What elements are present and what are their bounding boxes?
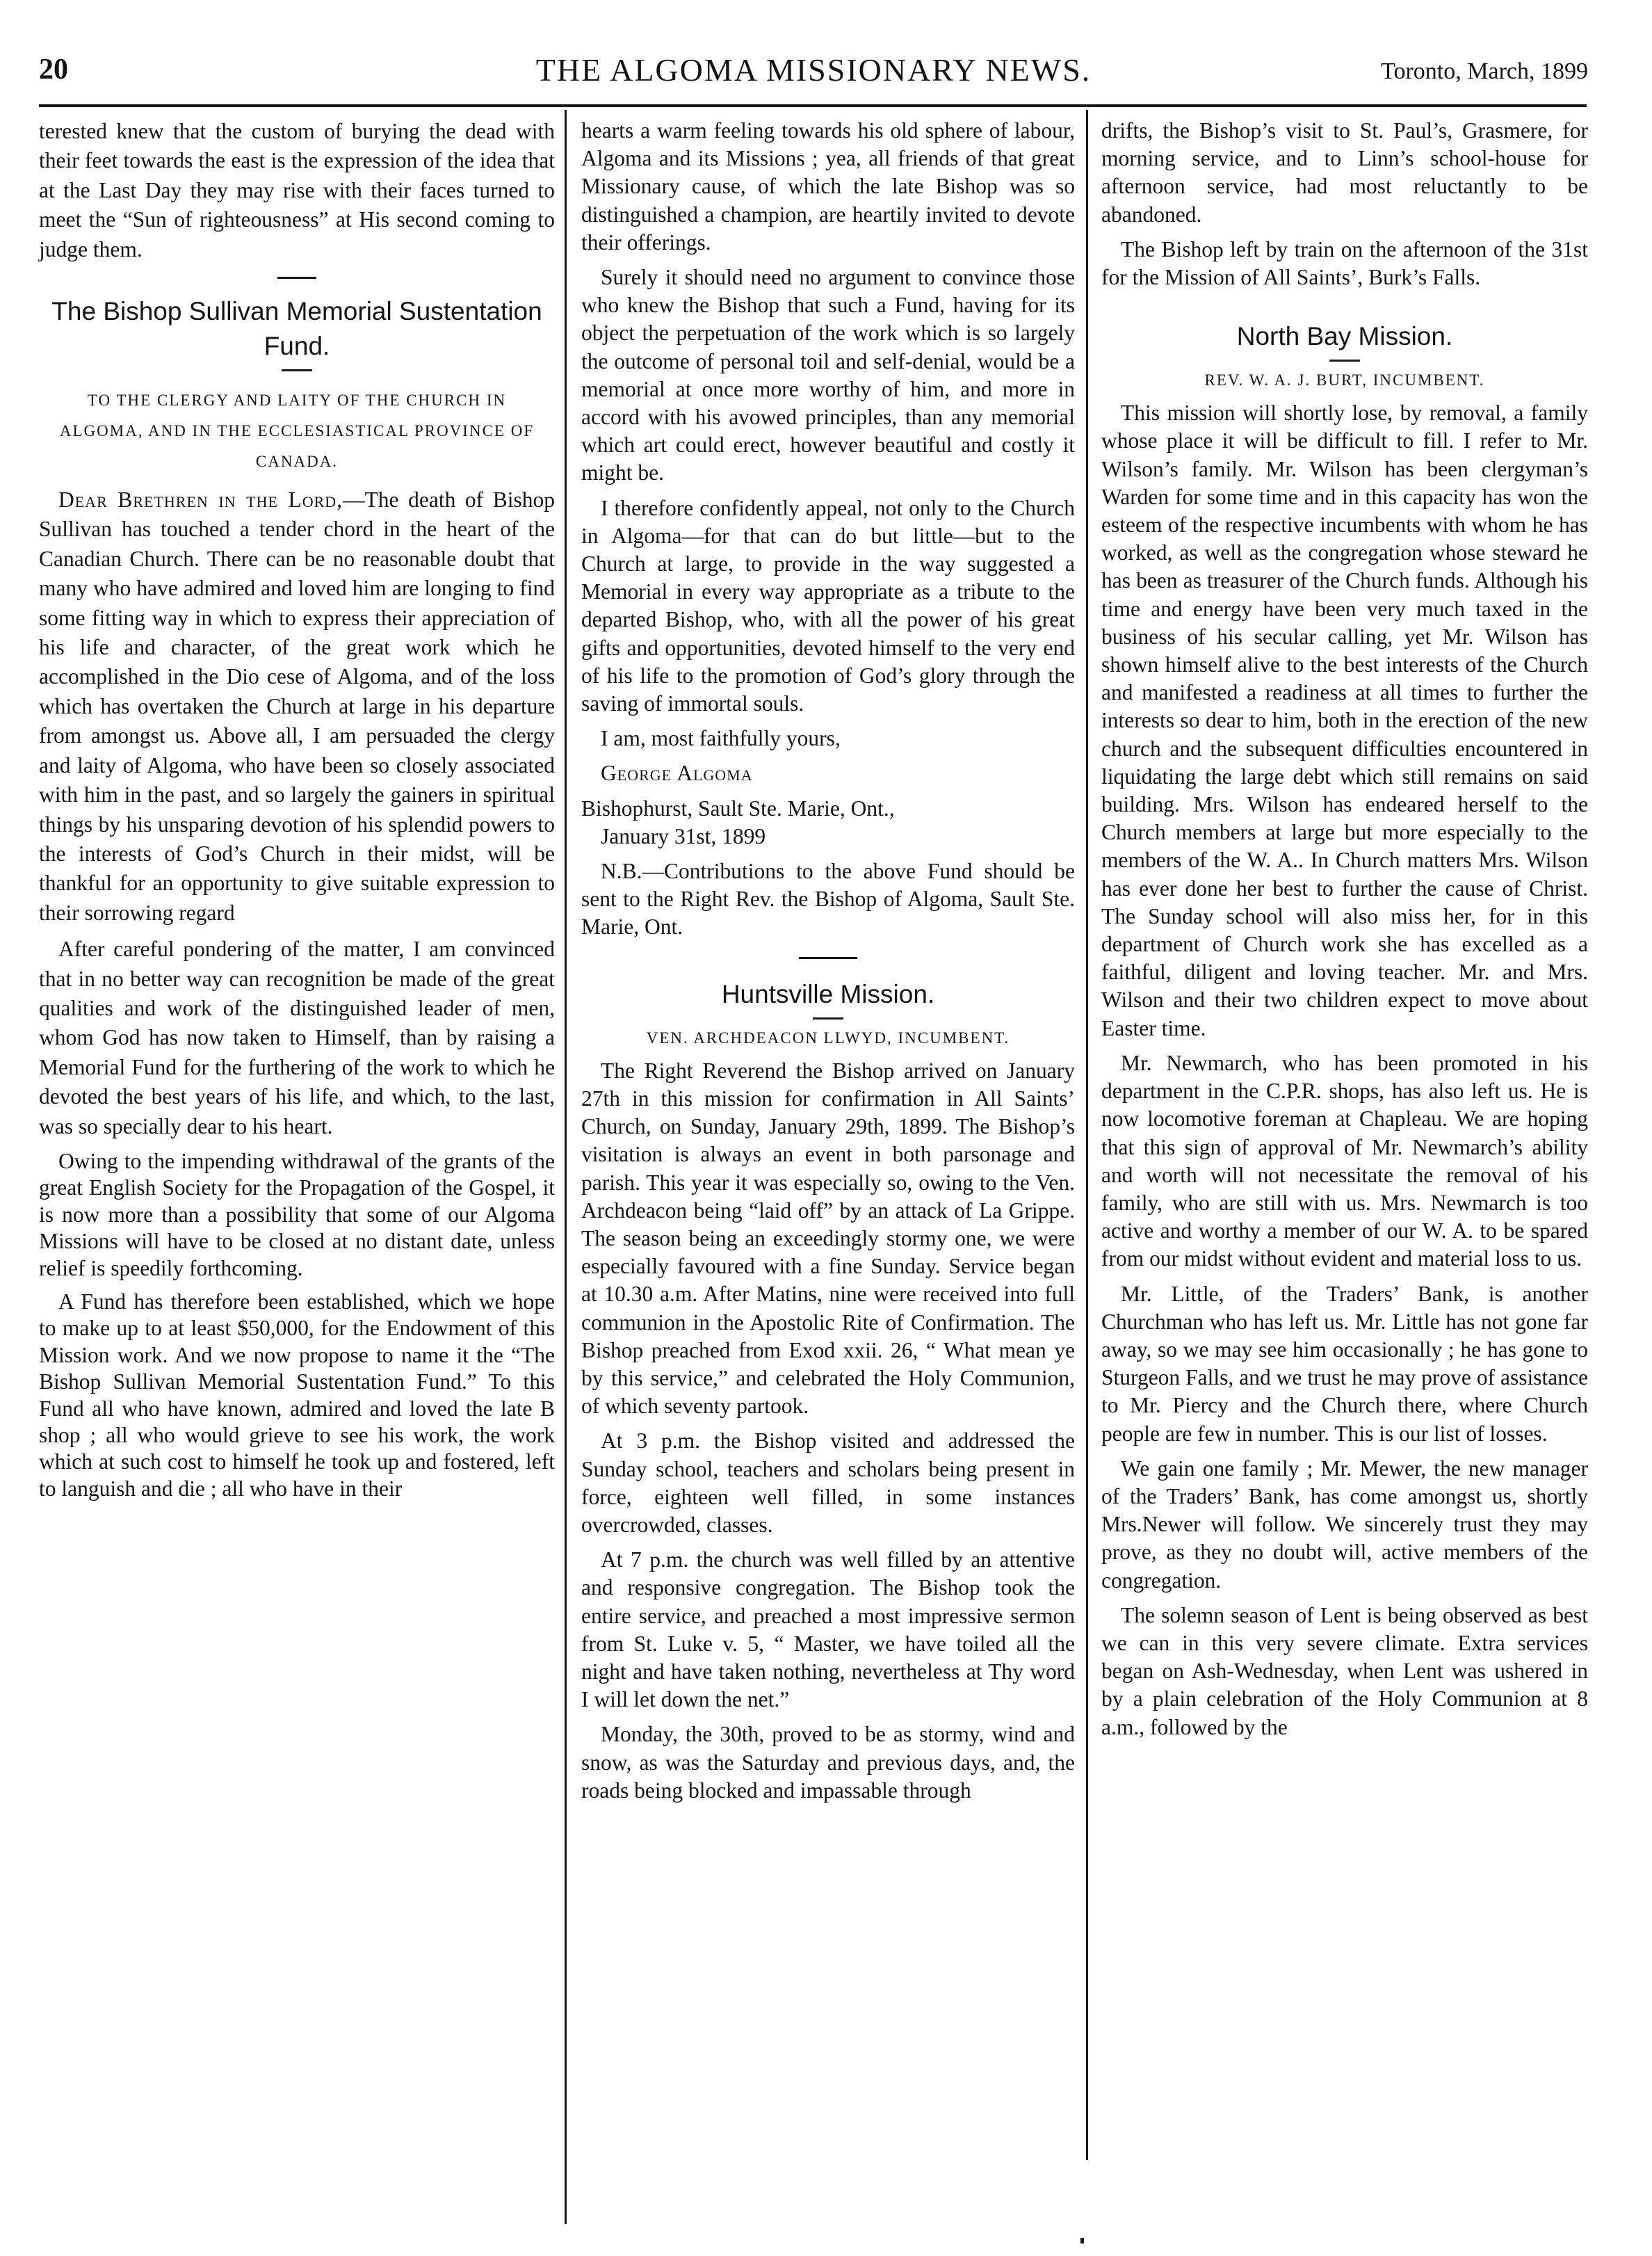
heading-rule	[813, 1017, 843, 1020]
paragraph: Mr. Little, of the Traders’ Bank, is another Churchman who has left us. Mr. Little has not gone far away, so we may see him occasionally ; he has gone to Sturgeon Falls, and we trust he may prove of assistance to Mr. Piercy and the Church there, where Church people are few in number. This is our list of losses.	[1101, 1281, 1588, 1446]
sign-off: I am, most faithfully yours,	[601, 726, 841, 751]
heading-rule	[1329, 360, 1360, 362]
paragraph: This mission will shortly lose, by removal, a family whose place it will be difficult to fill. I refer to Mr. Wilson’s family. Mr. Wilson has been clergyman’s Warden for some time and in this capacity has won the esteem of the respective incumbents with whom he has worked, as well as the congregation whose steward he has been as treasurer of the Church funds. Although his time and energy have been very much taxed in the business of his secular calling, yet Mr. Wilson has shown himself alive to the best interests of the Church and manifested a readiness at all times to further the interests so dear to him, both in the erection of the new church and the subsequent difficulties encountered in liquidating the large debt which still remains on said building. Mrs. Wilson has endeared herself to the Church members at large but more especially to the members of the W. A.. In Church matters Mrs. Wilson has ever done her best to further the cause of Christ. The Sunday school will also miss her, for in this department of Church work she has excelled as a faithful, diligent and loving teacher. Mr. and Mrs. Wilson and their two children expect to move about Easter time.	[1101, 401, 1588, 1040]
signature: George Algoma	[601, 761, 753, 786]
page-number: 20	[39, 54, 68, 86]
paragraph	[39, 485, 555, 928]
paragraph: The solemn season of Lent is being observed as best we can in this very severe climate. Extra services began on Ash-Wednesday, when Lent was ushered in by a plain celebration of the Holy Communion at 8 a.m., followed by the	[1101, 1602, 1588, 1739]
article-heading: North Bay Mission.	[1236, 322, 1453, 351]
salutation: Dear Brethren in the Lord,	[58, 488, 343, 513]
heading-rule	[282, 369, 312, 371]
paragraph: Monday, the 30th, proved to be as stormy, wind and snow, as was the Saturday and previous days, and, the roads being blocked and impassable through	[581, 1722, 1075, 1803]
letter-address: TO THE CLERGY AND LAITY OF THE CHURCH IN ALGOMA, AND IN THE ECCLESIASTICAL PROVINCE OF CANADA.	[59, 392, 535, 471]
paragraph: hearts a warm feeling towards his old sphere of labour, Algoma and its Missions ; yea, all friends of that great Missionary cause, of which the late Bishop was so distinguished a champion, are heartily invited to devote their offerings.	[581, 118, 1075, 255]
paragraph: terested knew that the custom of burying the dead with their feet towards the east is the expression of the idea that at the Last Day they may rise with their faces turned to meet the “Sun of righteousness” at His second coming to judge them.	[39, 119, 555, 261]
column-1	[39, 117, 555, 1509]
header-rule	[39, 104, 1587, 107]
dateline-date: January 31st, 1899	[601, 823, 766, 848]
paragraph: I therefore confidently appeal, not only to the Church in Algoma—for that can do but little—but to the Church at large, to provide in the way suggested a Memorial in every way appropriate as a tribute to the departed Bishop, who, with all the power of his great gifts and opportunities, devoted himself to the very end of his life to the promotion of God’s glory through the saving of immortal souls.	[581, 495, 1075, 716]
print-mark	[1080, 2238, 1084, 2243]
incumbent-line: REV. W. A. J. BURT, INCUMBENT.	[1204, 371, 1485, 389]
publication-title: THE ALGOMA MISSIONARY NEWS.	[535, 52, 1092, 88]
paragraph: We gain one family ; Mr. Mewer, the new manager of the Traders’ Bank, has come amongst us, shortly Mrs.Newer will follow. We sincerely trust they may prove, as they no doubt will, active members of the congregation.	[1101, 1456, 1588, 1593]
column-3	[1101, 117, 1588, 1748]
issue-date: Toronto, March, 1899	[1381, 58, 1588, 84]
dateline-place: Bishophurst, Sault Ste. Marie, Ont.,	[581, 796, 895, 821]
paragraph: A Fund has therefore been established, which we hope to make up to at least $50,000, for the Endowment of this Mission work. And we now propose to name it the “The Bishop Sullivan Memorial Sustentation Fund.” To this Fund all who have known, admired and loved the late B shop ; all who would grieve to see his work, the work which at such cost to himself he took up and fostered, left to languish and die ; all who have in their	[39, 1289, 555, 1501]
paragraph-text: —The death of Bishop Sullivan has touched a tender chord in the heart of the Canadian Church. There can be no reasonable doubt that many who have admired and loved him are longing to find some fitting way in which to express their appreciation of his life and character, of the great work which he accomplished in the Dio cese of Algoma, and of the loss which has overtaken the Church at large in his departure from amongst us. Above all, I am persuaded the clergy and laity of Algoma, who have been so closely associated with him in the past, and so largely the gainers in spiritual things by his unsparing devotion of his splendid powers to the interests of God’s Church in their midst, will be thankful for an opportunity to give suitable expression to their sorrowing regard	[39, 488, 555, 925]
paragraph: After careful pondering of the matter, I am convinced that in no better way can recognition be made of the great qualities and work of the distinguished leader of men, whom God has now taken to Himself, than by raising a Memorial Fund for the furthering of the work to which he devoted the best years of his life, and which, to the last, was so specially dear to his heart.	[39, 937, 555, 1138]
paragraph: At 3 p.m. the Bishop visited and addressed the Sunday school, teachers and scholars being present in force, eighteen well filled, in some instances overcrowded, classes.	[581, 1428, 1075, 1537]
running-header	[39, 47, 1588, 97]
paragraph: Mr. Newmarch, who has been promoted in his department in the C.P.R. shops, has also left us. He is now locomotive foreman at Chapleau. We are hoping that this sign of approval of Mr. Newmarch’s ability and worth will not necessitate the removal of his family, who are still with us. Mrs. Newmarch is too active and worthy a member of our W. A. to be spared from our midst without evident and material loss to us.	[1101, 1050, 1588, 1271]
paragraph: The Bishop left by train on the afternoon of the 31st for the Mission of All Saints’, Burk’s Falls.	[1101, 236, 1588, 290]
article-heading: Huntsville Mission.	[721, 979, 935, 1008]
column-divider	[565, 110, 567, 2224]
paragraph: At 7 p.m. the church was well filled by an attentive and responsive congregation. The Bishop took the entire service, and preached a most impressive sermon from St. Luke v. 5, “ Master, we have toiled all the night and have taken nothing, nevertheless at Thy word I will let down the net.”	[581, 1547, 1075, 1712]
article-heading: The Bishop Sullivan Memorial Sustentation Fund.	[51, 297, 542, 361]
section-divider	[277, 277, 316, 279]
paragraph: drifts, the Bishop’s visit to St. Paul’s, Grasmere, for morning service, and to Linn’s school-house for afternoon service, had most reluctantly to be abandoned.	[1101, 118, 1588, 227]
column-2	[581, 117, 1075, 1812]
incumbent-line: VEN. ARCHDEACON LLWYD, INCUMBENT.	[646, 1029, 1010, 1047]
section-divider	[799, 957, 857, 959]
paragraph: The Right Reverend the Bishop arrived on January 27th in this mission for confirmation in All Saints’ Church, on Sunday, January 29th, 1899. The Bishop’s visitation is always an event in both parsonage and parish. This year it was especially so, owing to the Ven. Archdeacon being “laid off” by an attack of La Grippe. The season being an exceedingly stormy one, we were especially favoured with a fine Sunday. Service began at 10.30 a.m. After Matins, nine were received into full communion in the Apostolic Rite of Confirmation. The Bishop preached from Exod xxii. 26, “ What mean ye by this service,” and celebrated the Holy Communion, of which seventy partook.	[581, 1058, 1075, 1419]
paragraph: Owing to the impending withdrawal of the grants of the great English Society for the Propagation of the Gospel, it is now more than a possibility that some of our Algoma Missions will have to be closed at no distant date, unless relief is speedily forthcoming.	[39, 1148, 555, 1280]
paragraph: Surely it should need no argument to convince those who knew the Bishop that such a Fund, having for its object the perpetuation of the work which is so largely the outcome of personal toil and self-denial, would be a memorial at once more worthy of him, and more in accord with his avowed principles, than any memorial which art could erect, however beautiful and costly it might be.	[581, 265, 1075, 485]
column-divider	[1086, 110, 1088, 2160]
note: N.B.—Contributions to the above Fund should be sent to the Right Rev. the Bishop of Algoma, Sault Ste. Marie, Ont.	[581, 859, 1075, 940]
